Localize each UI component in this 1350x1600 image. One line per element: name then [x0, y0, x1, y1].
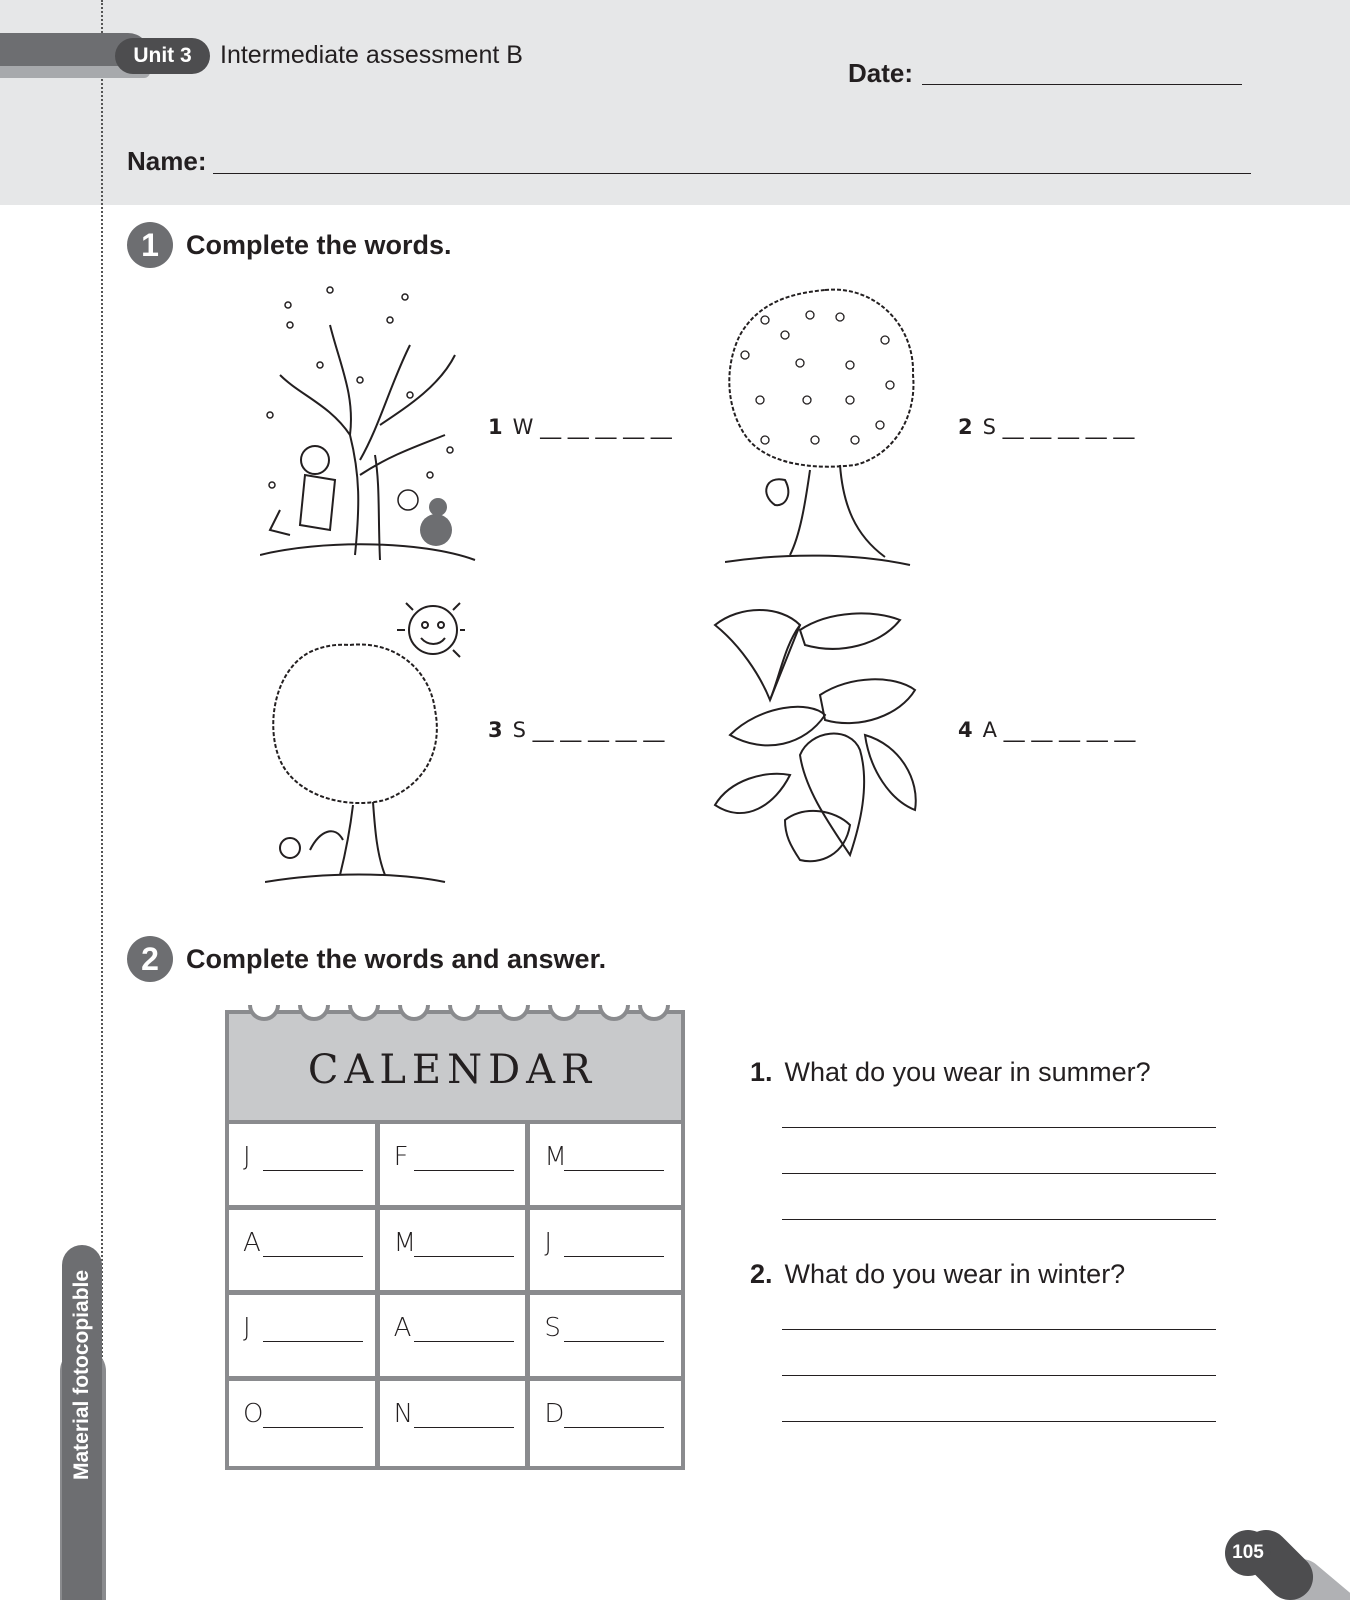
exercise-1-badge: 1	[127, 222, 173, 268]
calendar	[220, 995, 692, 1475]
calendar-grid	[225, 1120, 685, 1470]
answer-line[interactable]	[782, 1173, 1216, 1174]
calendar-month-cell[interactable]: N	[380, 1381, 531, 1467]
name-label: Name:	[127, 146, 207, 176]
date-field[interactable]	[922, 84, 1242, 85]
calendar-month-cell[interactable]: O	[229, 1381, 380, 1467]
winter-tree-with-snow-icon	[260, 285, 480, 570]
calendar-month-cell[interactable]: M	[530, 1124, 681, 1210]
answer-line[interactable]	[782, 1421, 1216, 1422]
exercise-2-badge: 2	[127, 936, 173, 982]
question-1: 1. What do you wear in summer?	[750, 1057, 1151, 1087]
answer-line[interactable]	[782, 1127, 1216, 1128]
calendar-month-cell[interactable]: A	[229, 1210, 380, 1296]
summer-tree-with-sun-icon	[265, 600, 465, 890]
word-prompt-1[interactable]: 1 W __ __ __ __ __	[488, 415, 672, 439]
answer-line[interactable]	[782, 1329, 1216, 1330]
autumn-leaves-icon	[710, 605, 930, 880]
page-number: 105	[1225, 1530, 1271, 1576]
calendar-title: CALENDAR	[307, 1047, 598, 1093]
answer-line[interactable]	[782, 1219, 1216, 1220]
word-prompt-2[interactable]: 2 S __ __ __ __ __	[958, 415, 1135, 439]
word-prompt-3[interactable]: 3 S __ __ __ __ __	[488, 718, 665, 742]
question-2: 2. What do you wear in winter?	[750, 1259, 1126, 1289]
calendar-spiral-rings	[240, 995, 680, 1031]
photocopiable-label: Material fotocopiable	[70, 1269, 93, 1480]
unit-label: Unit 3	[115, 38, 210, 74]
date-label: Date:	[848, 58, 914, 88]
calendar-month-cell[interactable]: J	[530, 1210, 681, 1296]
spring-blossom-tree-icon	[725, 285, 925, 575]
calendar-month-cell[interactable]: J	[229, 1124, 380, 1210]
calendar-month-cell[interactable]: S	[530, 1295, 681, 1381]
calendar-month-cell[interactable]: J	[229, 1295, 380, 1381]
answer-line[interactable]	[782, 1375, 1216, 1376]
name-field[interactable]	[213, 173, 1251, 174]
word-prompt-4[interactable]: 4 A __ __ __ __ __	[958, 718, 1136, 742]
calendar-month-cell[interactable]: F	[380, 1124, 531, 1210]
calendar-month-cell[interactable]: D	[530, 1381, 681, 1467]
exercise-1-instruction: Complete the words.	[186, 230, 452, 260]
calendar-month-cell[interactable]: A	[380, 1295, 531, 1381]
assessment-title: Intermediate assessment B	[220, 41, 523, 69]
calendar-month-cell[interactable]: M	[380, 1210, 531, 1296]
exercise-2-instruction: Complete the words and answer.	[186, 944, 607, 974]
